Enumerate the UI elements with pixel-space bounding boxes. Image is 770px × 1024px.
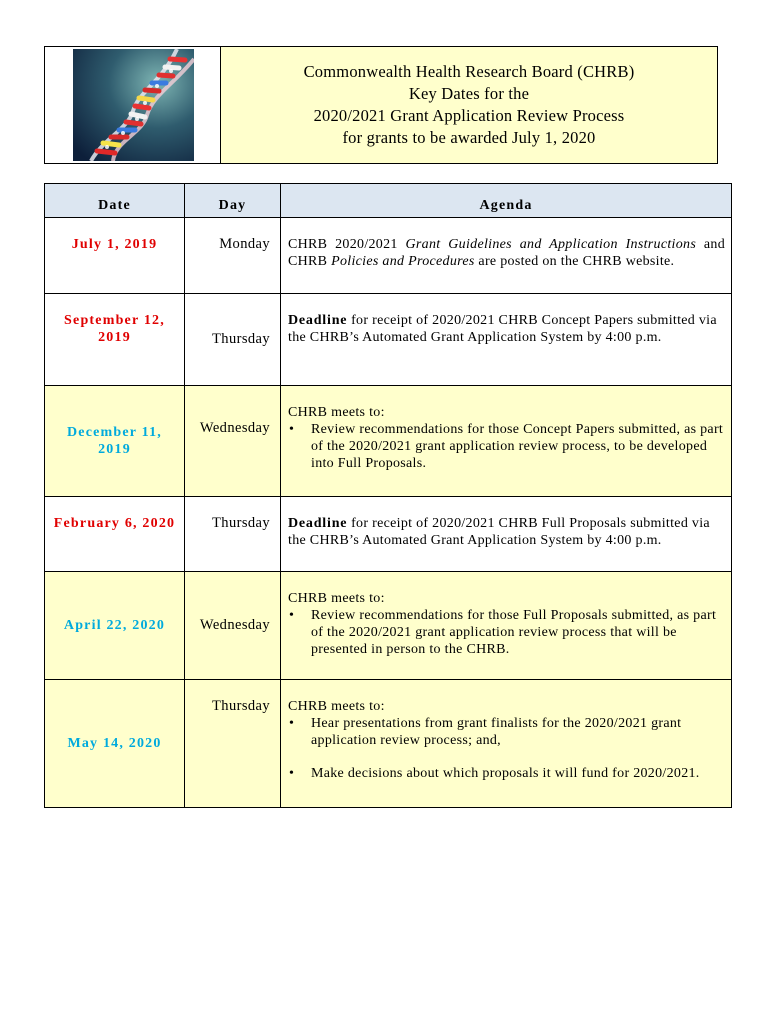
table-header-row	[45, 184, 732, 218]
key-dates-table	[44, 183, 732, 808]
list-item	[288, 765, 725, 782]
table-row	[45, 680, 732, 808]
list-item	[288, 715, 725, 749]
list-item	[288, 421, 725, 472]
agenda-bullet-list	[288, 607, 725, 658]
title-line-1: Commonwealth Health Research Board (CHRB)	[303, 62, 635, 81]
column-header-date: Date	[45, 184, 185, 218]
bullet-icon: •	[289, 422, 295, 437]
deadline-label: Deadline	[288, 516, 348, 531]
dna-helix-icon	[73, 49, 194, 161]
day-cell: Monday	[185, 218, 281, 294]
day-cell: Thursday	[185, 294, 281, 386]
day-cell: Thursday	[185, 680, 281, 808]
agenda-text-part: for receipt of 2020/2021 CHRB Full Proposals submitted via the CHRB’s Automated Grant Application System by 4:00 p.m.	[288, 516, 710, 548]
agenda-cell	[281, 218, 732, 294]
agenda-text-part: CHRB 2020/2021	[288, 237, 406, 252]
agenda-cell	[281, 572, 732, 680]
table-row	[45, 572, 732, 680]
title-line-2: Key Dates for the	[408, 84, 530, 103]
bullet-text: Make decisions about which proposals it will fund for 2020/2021.	[311, 766, 700, 781]
table-row	[45, 294, 732, 386]
agenda-text-part: and CHRB	[288, 237, 725, 269]
bullet-icon: •	[289, 716, 295, 731]
agenda-intro: CHRB meets to:	[288, 405, 385, 420]
date-cell: April 22, 2020	[45, 572, 185, 680]
column-header-agenda: Agenda	[281, 184, 732, 218]
agenda-cell	[281, 386, 732, 497]
day-cell: Thursday	[185, 497, 281, 572]
agenda-bullet-list	[288, 715, 725, 782]
table-row	[45, 497, 732, 572]
day-cell: Wednesday	[185, 572, 281, 680]
bullet-icon: •	[289, 766, 295, 781]
date-cell: July 1, 2019	[45, 218, 185, 294]
agenda-text	[288, 515, 725, 549]
date-cell: December 11, 2019	[45, 386, 185, 497]
title-line-3: 2020/2021 Grant Application Review Process	[313, 106, 625, 125]
document-header	[44, 46, 718, 164]
date-cell: September 12, 2019	[45, 294, 185, 386]
agenda-text	[288, 312, 725, 346]
date-cell: May 14, 2020	[45, 680, 185, 808]
list-spacer	[288, 749, 725, 765]
bullet-text: Review recommendations for those Concept Papers submitted, as part of the 2020/2021 grant application review process, to be developed into Full Proposals.	[311, 422, 724, 471]
header-title	[221, 47, 717, 163]
agenda-intro: CHRB meets to:	[288, 591, 385, 606]
document-title-guidelines: Grant Guidelines and Application Instructions	[405, 237, 697, 252]
bullet-icon: •	[289, 608, 295, 623]
list-item	[288, 607, 725, 658]
logo-cell	[45, 47, 221, 163]
deadline-label: Deadline	[288, 313, 348, 328]
table-row	[45, 218, 732, 294]
column-header-day: Day	[185, 184, 281, 218]
agenda-cell	[281, 497, 732, 572]
agenda-bullet-list	[288, 421, 725, 472]
bullet-text: Hear presentations from grant finalists for the 2020/2021 grant application review process; and,	[311, 716, 682, 748]
agenda-cell	[281, 680, 732, 808]
agenda-text-part: are posted on the CHRB website.	[474, 254, 675, 269]
day-cell: Wednesday	[185, 386, 281, 497]
title-line-4: for grants to be awarded July 1, 2020	[342, 128, 596, 147]
bullet-text: Review recommendations for those Full Proposals submitted, as part of the 2020/2021 grant application review process that will be presented in person to the CHRB.	[311, 608, 717, 657]
agenda-intro: CHRB meets to:	[288, 699, 385, 714]
agenda-text-part: for receipt of 2020/2021 CHRB Concept Papers submitted via the CHRB’s Automated Grant Application System by 4:00 p.m.	[288, 313, 717, 345]
agenda-text	[288, 236, 725, 270]
agenda-cell	[281, 294, 732, 386]
table-row	[45, 386, 732, 497]
document-title-policies: Policies and Procedures	[331, 254, 475, 269]
date-cell: February 6, 2020	[45, 497, 185, 572]
